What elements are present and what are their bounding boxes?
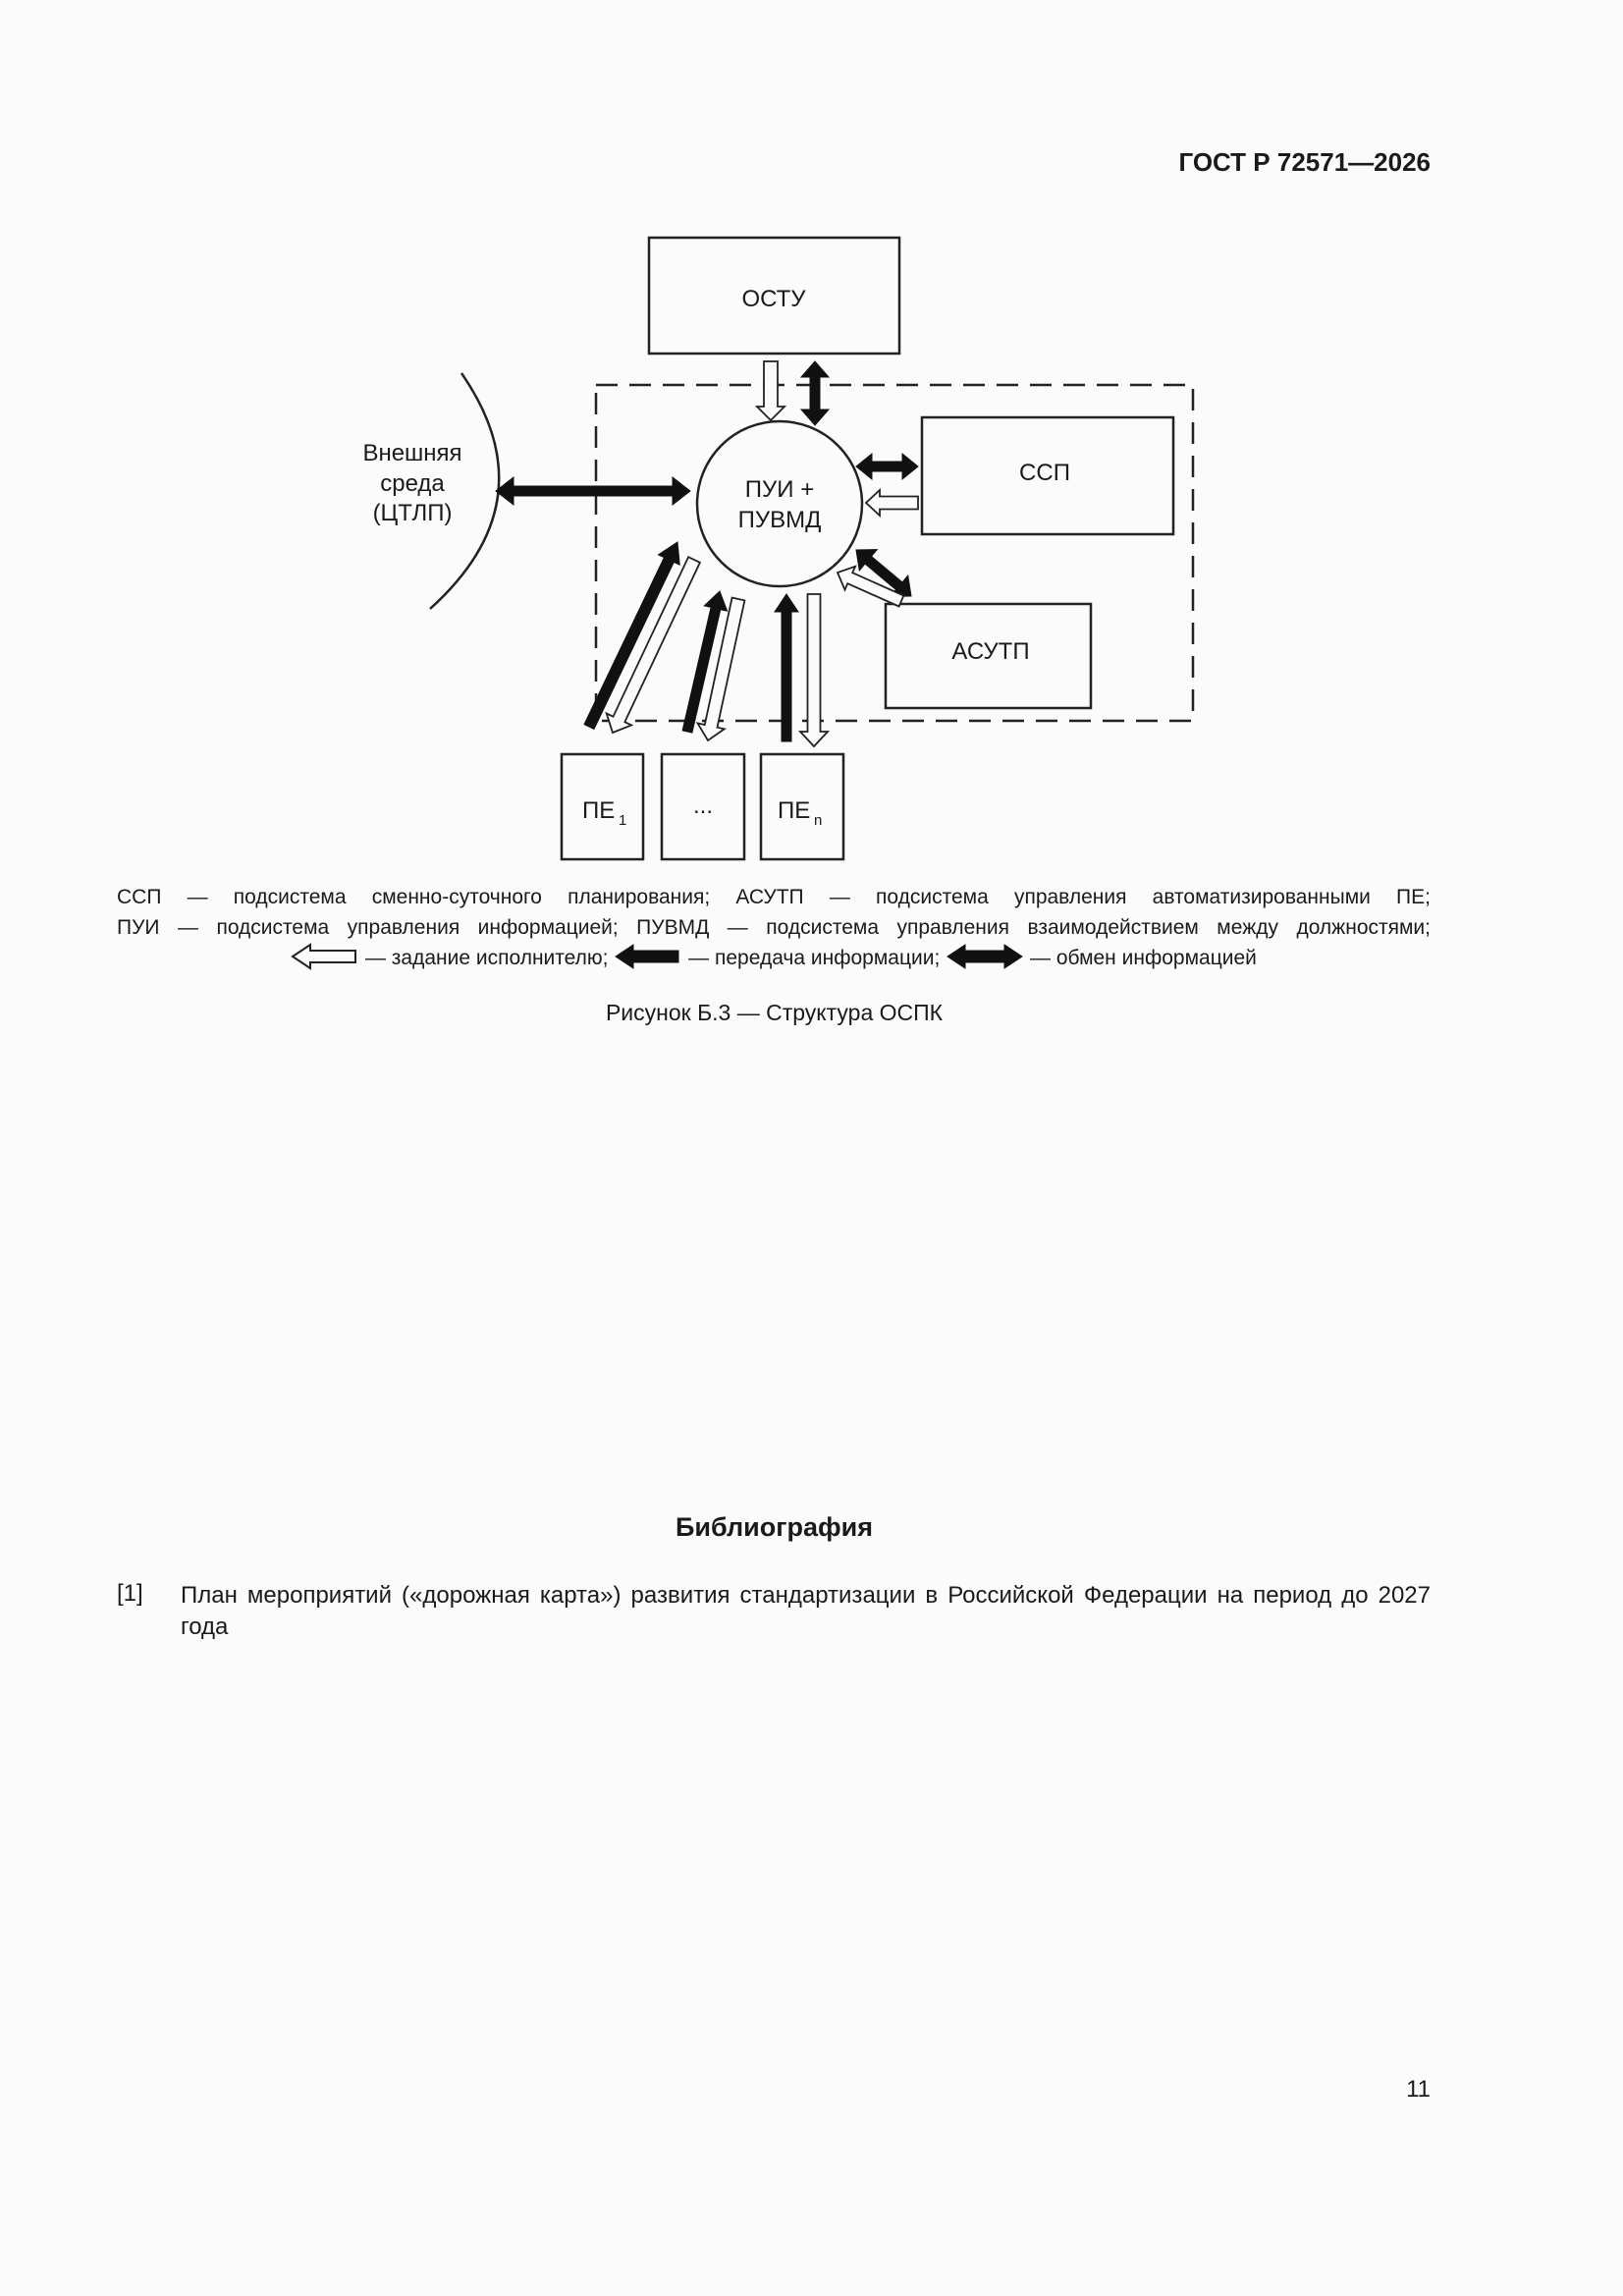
pe1-label: ПЕ bbox=[582, 797, 616, 824]
legend-exchange: — обмен информацией bbox=[1029, 947, 1257, 969]
transfer-arrow-icon bbox=[614, 943, 682, 970]
bibliography-item-text: План мероприятий («дорожная карта») развития стандартизации в Российской Федерации на период до 2027 года bbox=[181, 1582, 1431, 1640]
legend-task: — задание исполнителю; bbox=[364, 947, 609, 969]
flow-arrows bbox=[496, 361, 918, 746]
exchange-arrow-icon bbox=[946, 943, 1024, 970]
structure-diagram bbox=[0, 0, 1623, 884]
legend-line-3 bbox=[117, 943, 1431, 973]
env-label-line2: среда bbox=[380, 470, 445, 497]
task-arrow-icon bbox=[291, 943, 359, 970]
center-label-line2: ПУВМД bbox=[737, 507, 822, 533]
env-label-line1: Внешняя bbox=[362, 440, 462, 466]
document-code: ГОСТ Р 72571—2026 bbox=[1178, 147, 1431, 177]
ssp-task-arrow bbox=[866, 490, 918, 516]
bibliography-title: Библиография bbox=[676, 1512, 873, 1542]
legend-line-2: ПУИ — подсистема управления информацией; ПУВМД — подсистема управления взаимодействием между должностями; bbox=[117, 916, 1431, 939]
center-label-line1: ПУИ + bbox=[744, 476, 815, 503]
asutp-label: АСУТП bbox=[951, 638, 1030, 665]
pen-task-arrow bbox=[800, 594, 828, 746]
pe1-subscript: 1 bbox=[619, 812, 627, 829]
figure-caption: Рисунок Б.3 — Структура ОСПК bbox=[605, 1000, 944, 1025]
ostu-exchange-arrow bbox=[801, 361, 829, 425]
page-number: 11 bbox=[1406, 2076, 1431, 2103]
figure-legend bbox=[117, 882, 1431, 973]
ostu-task-arrow bbox=[757, 361, 784, 420]
pen-label: ПЕ bbox=[778, 797, 811, 824]
legend-line-1: ССП — подсистема сменно-суточного планирования; АСУТП — подсистема управления автоматизированными ПЕ; bbox=[117, 886, 1431, 908]
legend-transfer: — передача информации; bbox=[688, 947, 941, 969]
ssp-exchange-arrow bbox=[856, 454, 918, 479]
center-node bbox=[697, 421, 862, 586]
ostu-label: ОСТУ bbox=[741, 286, 806, 312]
environment-exchange-arrow bbox=[496, 477, 690, 505]
ssp-label: ССП bbox=[1019, 460, 1070, 486]
bibliography-item-number: [1] bbox=[117, 1580, 143, 1607]
pe-ellipsis-label: ... bbox=[692, 793, 714, 819]
env-label-line3: (ЦТЛП) bbox=[372, 500, 453, 526]
pen-transfer-arrow bbox=[775, 594, 798, 741]
pen-subscript: n bbox=[814, 812, 823, 829]
